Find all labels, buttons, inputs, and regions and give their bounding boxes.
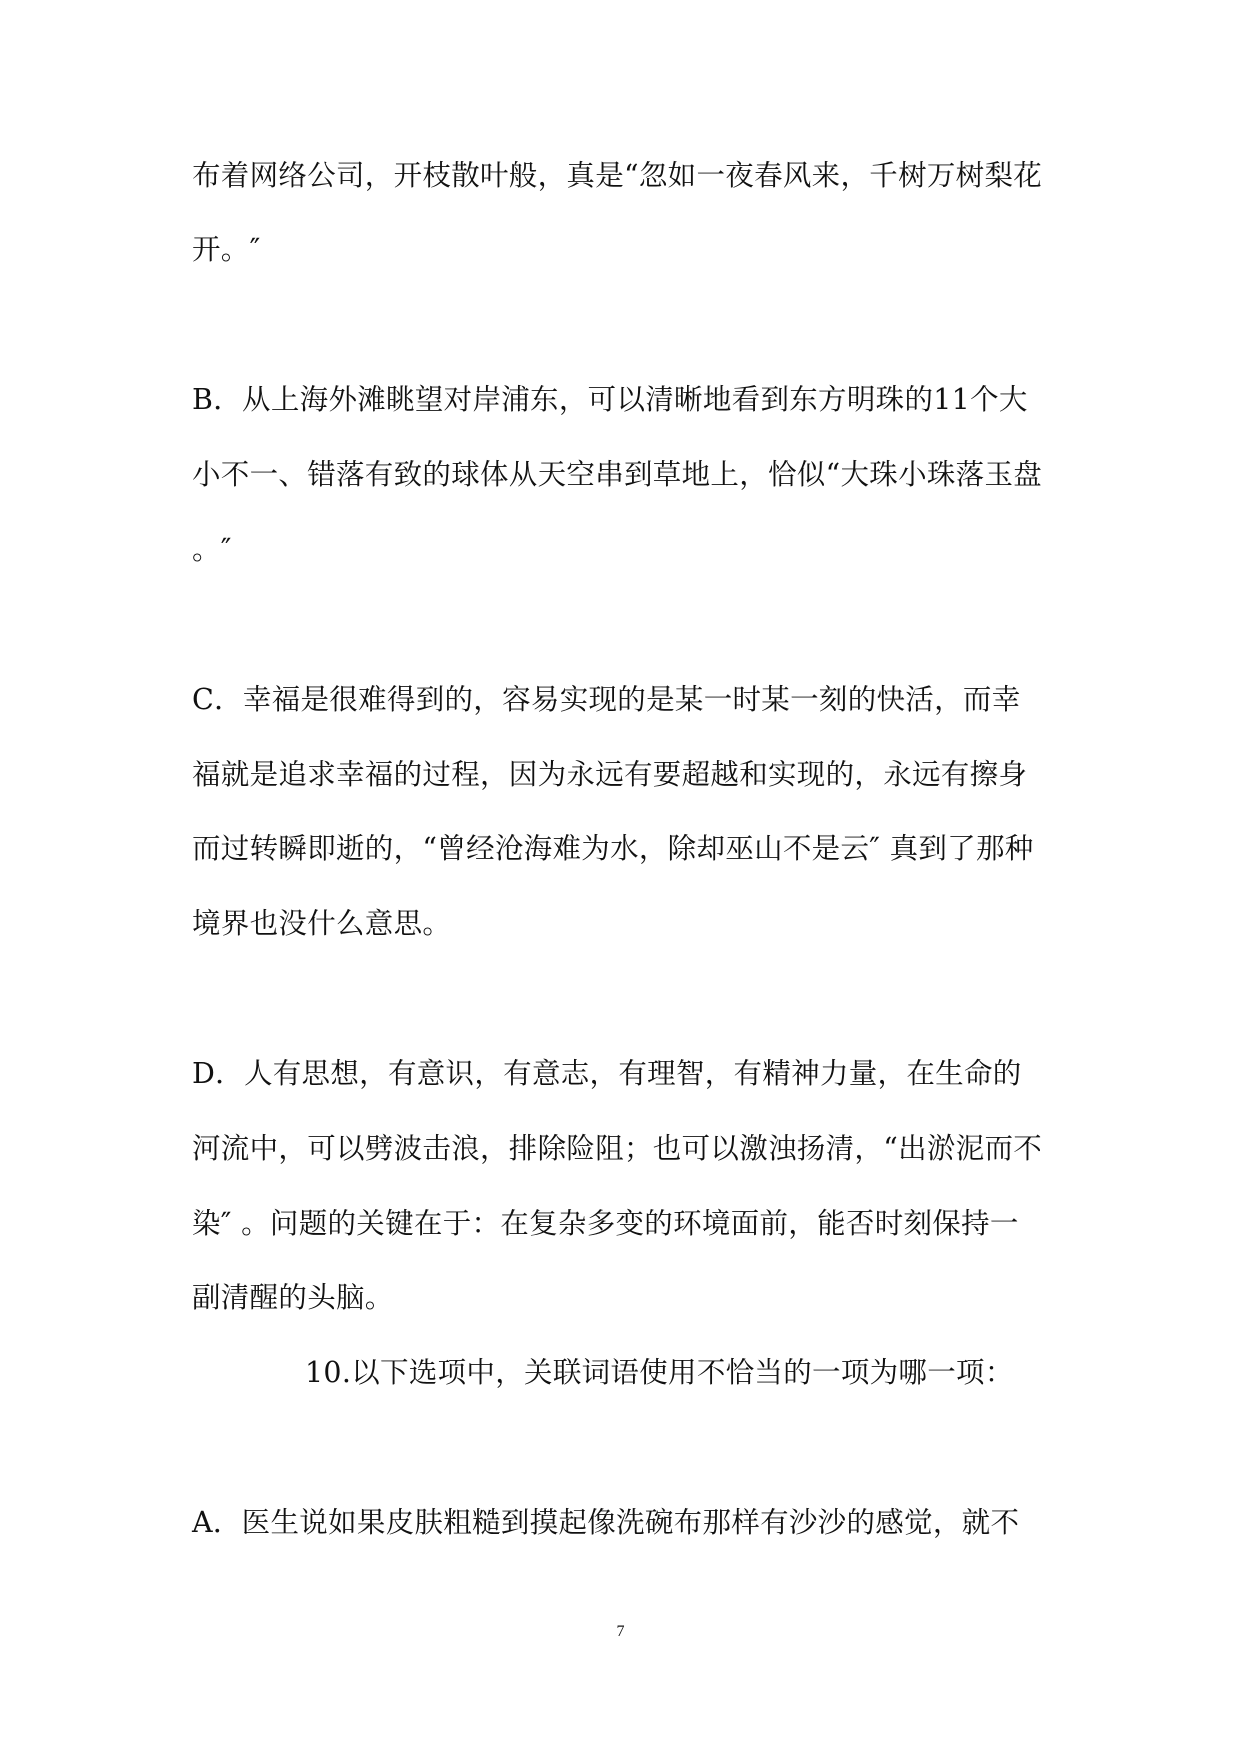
- option-d-line-1: D．人有思想，有意识，有意志，有理智，有精神力量，在生命的: [192, 1057, 1022, 1090]
- option-d-line-2: 河流中，可以劈波击浪，排除险阻；也可以激浊扬清，“出淤泥而不: [192, 1132, 1043, 1165]
- option-d-line-4: 副清醒的头脑。: [192, 1281, 394, 1314]
- option-b-line-1: B．从上海外滩眺望对岸浦东，可以清晰地看到东方明珠的11个大: [192, 383, 1028, 416]
- question-10-option-a-line-1: A．医生说如果皮肤粗糙到摸起像洗碗布那样有沙沙的感觉，就不: [192, 1506, 1020, 1539]
- option-c-line-1: C．幸福是很难得到的，容易实现的是某一时某一刻的快活，而幸: [192, 683, 1021, 716]
- option-b-line-3: 。″: [192, 533, 232, 566]
- option-a-line-1: 布着网络公司，开枝散叶般，真是“忽如一夜春风来，千树万树梨花: [192, 159, 1043, 192]
- page-number: 7: [616, 1623, 625, 1640]
- option-d-line-3: 染″ 。问题的关键在于：在复杂多变的环境面前，能否时刻保持一: [192, 1207, 1019, 1240]
- question-10-prompt: 10.以下选项中，关联词语使用不恰当的一项为哪一项：: [305, 1356, 1014, 1389]
- option-c-line-4: 境界也没什么意思。: [192, 907, 452, 940]
- option-c-line-2: 福就是追求幸福的过程，因为永远有要超越和实现的，永远有擦身: [192, 758, 1028, 791]
- option-b-line-2: 小不一、错落有致的球体从天空串到草地上，恰似“大珠小珠落玉盘: [192, 458, 1043, 491]
- option-a-line-2: 开。″: [192, 233, 261, 266]
- option-c-line-3: 而过转瞬即逝的，“曾经沧海难为水，除却巫山不是云″ 真到了那种: [192, 832, 1034, 865]
